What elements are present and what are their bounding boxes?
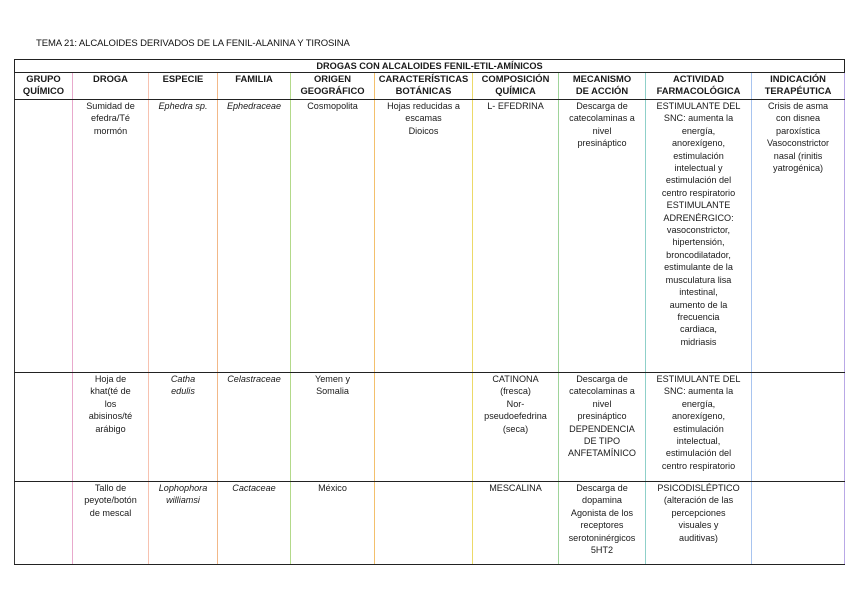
cell-text: (alteración de las bbox=[663, 495, 734, 506]
cell-grupo bbox=[15, 100, 73, 373]
cell-text: Cactaceae bbox=[232, 483, 276, 493]
drug-table bbox=[14, 59, 845, 565]
cell-text: CATINONA bbox=[492, 374, 539, 384]
cell-text: intelectual y bbox=[674, 163, 723, 174]
cell-text: hipertensión, bbox=[672, 237, 725, 248]
cell-text: broncodilatador, bbox=[666, 249, 731, 260]
cell-text: DEPENDENCIA bbox=[569, 423, 635, 434]
cell-composicion bbox=[473, 100, 559, 373]
cell-text: nivel bbox=[592, 398, 612, 409]
cell-mecanismo bbox=[559, 373, 646, 482]
cell-text: estimulación bbox=[673, 423, 724, 434]
header-especie bbox=[149, 73, 218, 100]
header-text: QUÍMICO bbox=[22, 85, 65, 96]
cell-text: Sumidad de bbox=[86, 101, 135, 111]
cell-text: Nor- bbox=[506, 398, 525, 409]
cell-text: Somalia bbox=[316, 386, 349, 397]
cell-text: Yemen y bbox=[314, 374, 351, 384]
cell-text: pseudoefedrina bbox=[484, 411, 547, 422]
header-text: FAMILIA bbox=[235, 73, 273, 84]
header-actividad-farmacologica bbox=[646, 73, 752, 100]
cell-origen bbox=[291, 373, 375, 482]
header-text: ESPECIE bbox=[162, 73, 204, 84]
header-caracteristicas-botanicas bbox=[375, 73, 473, 100]
header-text: ORIGEN bbox=[314, 73, 351, 84]
cell-text: edulis bbox=[171, 386, 195, 397]
cell-text: escamas bbox=[405, 113, 442, 124]
cell-text: energía, bbox=[681, 125, 716, 136]
cell-droga bbox=[73, 100, 149, 373]
header-text: COMPOSICIÓN bbox=[481, 73, 550, 84]
cell-text: Agonista de los bbox=[570, 507, 634, 518]
cell-text: Cosmopolita bbox=[307, 101, 358, 111]
cell-mecanismo bbox=[559, 100, 646, 373]
cell-grupo bbox=[15, 373, 73, 482]
cell-text: visuales y bbox=[678, 520, 719, 531]
header-text: GRUPO bbox=[26, 73, 61, 84]
header-mecanismo-de-accion bbox=[559, 73, 646, 100]
cell-text: anorexígeno, bbox=[671, 138, 726, 149]
cell-text: con disnea bbox=[776, 113, 821, 124]
cell-text: abisinos/té bbox=[88, 411, 133, 422]
cell-text: estimulación del bbox=[665, 448, 732, 459]
cell-text: centro respiratorio bbox=[661, 187, 736, 198]
super-header: DROGAS CON ALCALOIDES FENIL-ETIL-AMÍNICOS bbox=[15, 60, 845, 73]
header-text: BOTÁNICAS bbox=[395, 85, 452, 96]
cell-text: Vasoconstrictor bbox=[767, 138, 830, 149]
cell-text: auditivas) bbox=[679, 532, 718, 543]
cell-text: catecolaminas a bbox=[569, 113, 635, 124]
cell-text: ESTIMULANTE DEL bbox=[656, 374, 741, 384]
cell-text: Hojas reducidas a bbox=[387, 101, 460, 111]
header-text: GEOGRÁFICO bbox=[300, 85, 365, 96]
cell-text: Ephedra sp. bbox=[158, 101, 208, 111]
cell-indicacion bbox=[752, 100, 845, 373]
header-text: DE ACCIÓN bbox=[575, 85, 629, 96]
cell-text: khat(té de bbox=[90, 386, 131, 397]
cell-text: Celastraceae bbox=[227, 374, 281, 384]
cell-text: Catha bbox=[170, 374, 196, 384]
cell-text: SNC: aumenta la bbox=[663, 113, 734, 124]
cell-text: ANFETAMÍNICO bbox=[567, 448, 637, 459]
cell-indicacion bbox=[752, 482, 845, 565]
cell-text: dopamina bbox=[582, 495, 622, 506]
cell-text: Descarga de bbox=[576, 374, 628, 384]
cell-text: cardiaca, bbox=[680, 324, 717, 335]
header-composicion-quimica bbox=[473, 73, 559, 100]
cell-text: presináptico bbox=[577, 138, 627, 149]
cell-text: mormón bbox=[93, 125, 128, 136]
header-familia bbox=[218, 73, 291, 100]
cell-droga bbox=[73, 482, 149, 565]
cell-text: Hoja de bbox=[94, 374, 127, 384]
cell-text: aumento de la bbox=[669, 299, 728, 310]
cell-text: energía, bbox=[681, 398, 716, 409]
cell-text: Dioicos bbox=[408, 125, 439, 136]
cell-origen bbox=[291, 100, 375, 373]
cell-text: efedra/Té bbox=[91, 113, 130, 124]
cell-text: williamsi bbox=[166, 495, 200, 506]
cell-caracteristicas bbox=[375, 373, 473, 482]
cell-text: L- EFEDRINA bbox=[487, 101, 544, 111]
cell-text: paroxística bbox=[776, 125, 821, 136]
cell-text: anorexígeno, bbox=[671, 411, 726, 422]
cell-text: intestinal, bbox=[679, 287, 718, 298]
header-text: CARACTERÍSTICAS bbox=[378, 73, 469, 84]
cell-text: los bbox=[104, 398, 117, 409]
cell-text: vasoconstrictor, bbox=[666, 225, 731, 236]
cell-especie bbox=[149, 100, 218, 373]
header-row bbox=[15, 73, 845, 100]
cell-text: frecuencia bbox=[677, 311, 720, 322]
cell-text: ESTIMULANTE bbox=[666, 200, 731, 211]
cell-caracteristicas bbox=[375, 482, 473, 565]
header-origen-geografico bbox=[291, 73, 375, 100]
cell-text: catecolaminas a bbox=[569, 386, 635, 397]
table-row bbox=[15, 100, 845, 373]
table-row bbox=[15, 373, 845, 482]
cell-actividad bbox=[646, 100, 752, 373]
cell-text: midriasis bbox=[680, 336, 717, 347]
header-text: FARMACOLÓGICA bbox=[656, 85, 741, 96]
cell-text: Descarga de bbox=[576, 483, 628, 493]
cell-text: percepciones bbox=[671, 507, 726, 518]
cell-indicacion bbox=[752, 373, 845, 482]
header-text: QUÍMICA bbox=[495, 85, 536, 96]
cell-composicion bbox=[473, 482, 559, 565]
cell-especie bbox=[149, 482, 218, 565]
cell-text: arábigo bbox=[95, 423, 126, 434]
cell-text: serotoninérgicos bbox=[568, 532, 636, 543]
cell-text: ESTIMULANTE DEL bbox=[656, 101, 741, 111]
cell-text: México bbox=[318, 483, 347, 493]
header-text: ACTIVIDAD bbox=[672, 73, 725, 84]
cell-text: PSICODISLÉPTICO bbox=[657, 483, 740, 493]
header-text: MECANISMO bbox=[572, 73, 632, 84]
cell-text: intelectual, bbox=[676, 436, 721, 447]
cell-text: centro respiratorio bbox=[661, 460, 736, 471]
cell-familia bbox=[218, 100, 291, 373]
table-body bbox=[15, 100, 845, 565]
cell-text: de mescal bbox=[89, 507, 132, 518]
cell-text: Lophophora bbox=[158, 483, 208, 493]
cell-text: yatrogénica) bbox=[773, 163, 824, 174]
cell-text: ADRENÉRGICO: bbox=[663, 212, 734, 223]
cell-text: estimulación bbox=[673, 150, 724, 161]
cell-familia bbox=[218, 482, 291, 565]
cell-text: musculatura lisa bbox=[665, 274, 732, 285]
cell-mecanismo bbox=[559, 482, 646, 565]
cell-text: (seca) bbox=[502, 423, 529, 434]
cell-text: presináptico bbox=[577, 411, 627, 422]
cell-caracteristicas bbox=[375, 100, 473, 373]
cell-origen bbox=[291, 482, 375, 565]
header-droga bbox=[73, 73, 149, 100]
cell-text: nivel bbox=[592, 125, 612, 136]
cell-text: Tallo de bbox=[94, 483, 127, 493]
header-text: TERAPÉUTICA bbox=[764, 85, 832, 96]
cell-text: estimulación del bbox=[665, 175, 732, 186]
cell-especie bbox=[149, 373, 218, 482]
cell-text: receptores bbox=[580, 520, 624, 531]
cell-text: Descarga de bbox=[576, 101, 628, 111]
cell-text: nasal (rinitis bbox=[773, 150, 823, 161]
header-indicacion-terapeutica bbox=[752, 73, 845, 100]
cell-composicion bbox=[473, 373, 559, 482]
cell-grupo bbox=[15, 482, 73, 565]
table-row bbox=[15, 482, 845, 565]
cell-text: MESCALINA bbox=[489, 483, 542, 493]
cell-familia bbox=[218, 373, 291, 482]
header-text: INDICACIÓN bbox=[770, 73, 826, 84]
cell-text: 5HT2 bbox=[590, 545, 614, 556]
cell-text: SNC: aumenta la bbox=[663, 386, 734, 397]
cell-text: (fresca) bbox=[500, 386, 531, 397]
cell-actividad bbox=[646, 373, 752, 482]
header-grupo-quimico bbox=[15, 73, 73, 100]
header-text: DROGA bbox=[93, 73, 128, 84]
cell-text: Ephedraceae bbox=[226, 101, 282, 111]
cell-text: Crisis de asma bbox=[767, 101, 829, 111]
cell-text: DE TIPO bbox=[583, 436, 621, 447]
cell-actividad bbox=[646, 482, 752, 565]
cell-text: estimulante de la bbox=[664, 262, 733, 273]
cell-text: peyote/botón bbox=[84, 495, 137, 506]
cell-droga bbox=[73, 373, 149, 482]
document-title: TEMA 21: ALCALOIDES DERIVADOS DE LA FENIL-ALANINA Y TIROSINA bbox=[36, 38, 350, 49]
